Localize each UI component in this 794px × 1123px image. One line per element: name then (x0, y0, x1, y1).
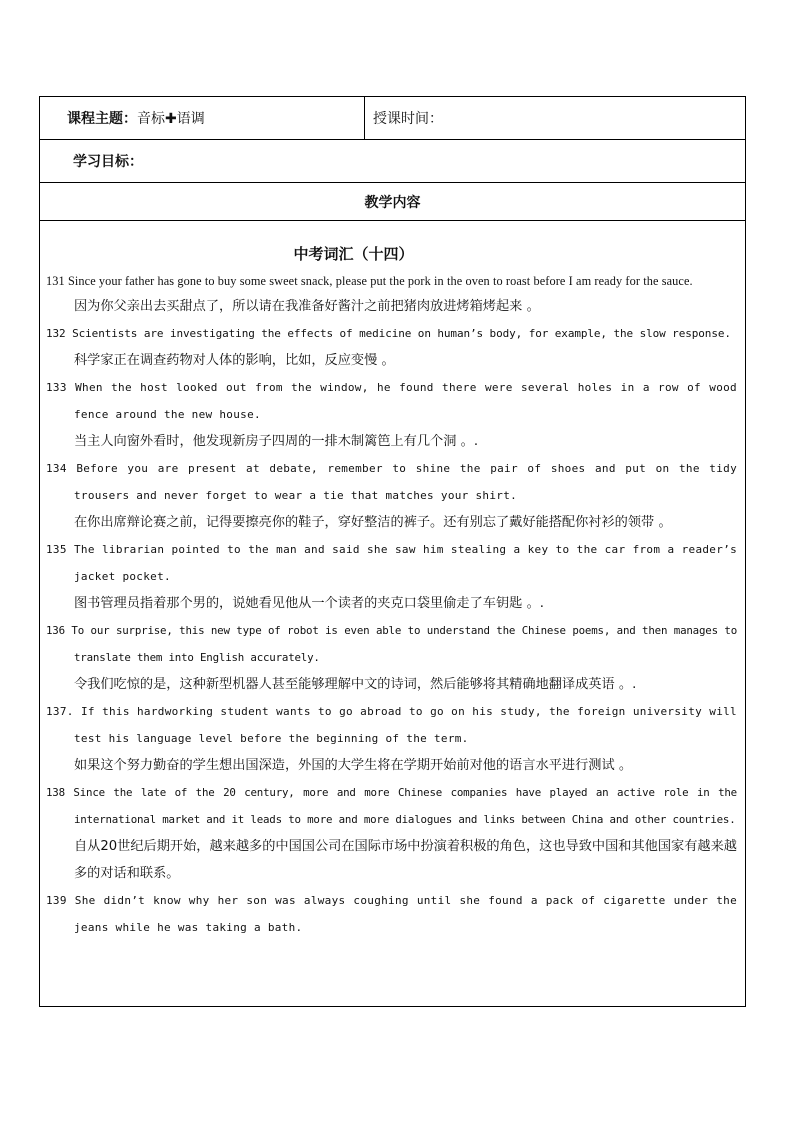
topic-cell (40, 97, 365, 139)
vocab-entry-139 (40, 887, 745, 941)
entry-english: Before you are present at debate, remember to shine the pair of shoes and put on the tidy trousers and never forget to wear a tie that matches your shirt. (74, 462, 737, 502)
entry-english: Scientists are investigating the effects of medicine on human’s body, for example, the slow response. (72, 327, 731, 340)
vocab-entry-134 (40, 455, 745, 536)
content-header-row (40, 183, 745, 221)
time-label: 授课时间： (373, 111, 443, 127)
content-row (40, 221, 745, 1006)
entry-number: 135 (46, 543, 67, 556)
entry-chinese: 如果这个努力勤奋的学生想出国深造，外国的大学生将在学期开始前对他的语言水平进行测试 。 (74, 758, 633, 773)
entry-english: She didn’t know why her son was always coughing until she found a pack of cigarette under the jeans while he was taking a bath. (74, 894, 737, 934)
entry-number: 137. (46, 705, 74, 718)
vocab-entry-133 (40, 374, 745, 455)
entry-chinese: 科学家正在调查药物对人体的影响，比如，反应变慢 。 (74, 353, 395, 368)
entry-english: Since the late of the 20 century, more and more Chinese companies have played an active role in the international market and it leads to more and more dialogues and links between China and other countries. (73, 786, 737, 826)
entry-english: When the host looked out from the window, he found there were several holes in a row of wood fence around the new house. (74, 381, 737, 421)
entry-number: 131 (46, 274, 65, 288)
vocab-entry-131 (40, 269, 745, 320)
topic-label: 课程主题： (67, 111, 137, 127)
section-title: 中考词汇（十四） (293, 245, 414, 263)
entry-chinese: 当主人向窗外看时，他发现新房子四周的一排木制篱笆上有几个洞 。. (74, 434, 479, 449)
header-row (40, 97, 745, 140)
content-header-label: 教学内容 (364, 194, 421, 211)
lesson-table (39, 96, 746, 1007)
entry-chinese: 在你出席辩论赛之前，记得要擦亮你的鞋子，穿好整洁的裤子。还有别忘了戴好能搭配你衬衫的领带 。 (74, 515, 672, 530)
goal-row (40, 140, 745, 183)
vocab-entry-136 (40, 617, 745, 698)
entry-number: 132 (46, 327, 66, 340)
entry-number: 138 (46, 786, 65, 799)
entry-number: 133 (46, 381, 67, 394)
entry-number: 134 (46, 462, 67, 475)
entry-english: The librarian pointed to the man and said she saw him stealing a key to the car from a reader’s jacket pocket. (74, 543, 737, 583)
entry-chinese: 因为你父亲出去买甜点了，所以请在我准备好酱汁之前把猪肉放进烤箱烤起来 。 (74, 299, 540, 314)
entry-number: 139 (46, 894, 67, 907)
entry-english: To our surprise, this new type of robot is even able to understand the Chinese poems, and then manages to translate them into English accurately. (71, 624, 737, 664)
entry-chinese: 令我们吃惊的是，这种新型机器人甚至能够理解中文的诗词，然后能够将其精确地翻译成英语 。. (74, 677, 637, 692)
time-cell (365, 97, 745, 139)
entry-chinese: 自从20世纪后期开始，越来越多的中国国公司在国际市场中扮演着积极的角色，这也导致中国和其他国家有越来越多的对话和联系。 (74, 839, 737, 881)
entry-english: If this hardworking student wants to go abroad to go on his study, the foreign university will test his language level before the beginning of the term. (74, 705, 737, 745)
vocab-entry-132 (40, 320, 745, 374)
vocab-entry-137 (40, 698, 745, 779)
vocab-entry-135 (40, 536, 745, 617)
entry-english: Since your father has gone to buy some sweet snack, please put the pork in the oven to roast before I am ready for the sauce. (67, 274, 693, 288)
entry-chinese: 图书管理员指着那个男的，说她看见他从一个读者的夹克口袋里偷走了车钥匙 。. (74, 596, 544, 611)
vocab-entry-138 (40, 779, 745, 887)
topic-value: 音标✚语调 (137, 111, 205, 127)
goal-label: 学习目标： (73, 154, 143, 170)
entry-number: 136 (46, 624, 65, 637)
